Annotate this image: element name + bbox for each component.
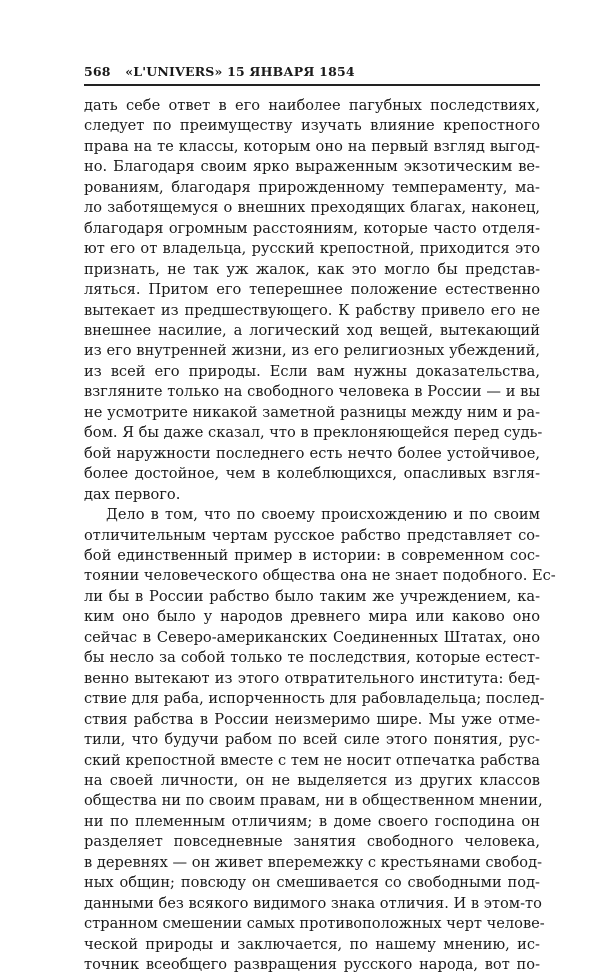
text-line: внешнее насилие, а логический ход вещей, вытекающий (84, 321, 540, 339)
text-line: ли бы в России рабство было таким же учреждением, ка- (84, 587, 540, 605)
text-line: ло заботящемуся о внешних преходящих благах, наконец, (84, 199, 540, 217)
text-line: венно вытекают из этого отвратительного института: бед- (84, 669, 540, 687)
text-line: отличительным чертам русское рабство представляет со- (84, 526, 540, 544)
page-body (84, 96, 556, 975)
text-line: странном смешении самых противоположных черт челове- (84, 915, 545, 933)
text-line: из его внутренней жизни, из его религиозных убеждений, (84, 342, 540, 360)
text-line: права на те классы, которым оно на первый взгляд выгод- (84, 137, 540, 155)
text-line: тоянии человеческого общества она не знает подобного. Ес- (84, 567, 556, 585)
text-line: дать себе ответ в его наиболее пагубных последствиях, (84, 97, 540, 114)
text-line: рованиям, благодаря прирожденному темпераменту, ма- (84, 178, 540, 196)
running-header (84, 64, 540, 79)
header-title: «L'UNIVERS» 15 ЯНВАРЯ 1854 (125, 64, 355, 79)
header-rule (84, 84, 540, 86)
text-line: более достойное, чем в колеблющихся, опасливых взгля- (84, 465, 540, 483)
text-line: бой наружности последнего есть нечто более устойчивое, (84, 444, 540, 462)
text-line: сейчас в Северо-американских Соединенных Штатах, оно (84, 628, 540, 646)
text-line: ют его от владельца, русский крепостной, приходится это (84, 240, 540, 258)
paragraph (84, 505, 556, 975)
text-line: ческой природы и заключается, по нашему мнению, ис- (84, 935, 540, 953)
text-line: из всей его природы. Если вам нужны доказательства, (84, 362, 540, 380)
text-line: бой единственный пример в истории: в современном сос- (84, 546, 540, 564)
text-line: дах первого. (84, 485, 181, 503)
text-line: общества ни по своим правам, ни в общественном мнении, (84, 792, 543, 810)
page-number: 568 (84, 64, 111, 79)
text-line: ляться. Притом его теперешнее положение естественно (84, 281, 540, 299)
text-line: ни по племенным отличиям; в доме своего господина он (84, 812, 540, 830)
text-line: разделяет повседневные занятия свободного человека, (84, 833, 540, 851)
text-line: но. Благодаря своим ярко выраженным экзотическим ве- (84, 158, 540, 176)
text-line: в деревнях — он живет вперемежку с крестьянами свобод- (84, 853, 543, 871)
text-line: ствие для раба, испорченность для рабовладельца; послед- (84, 690, 545, 708)
text-line: вытекает из предшествующего. К рабству привело его не (84, 301, 540, 319)
text-line: ных общин; повсюду он смешивается со свободными под- (84, 874, 540, 892)
text-line: данными без всякого видимого знака отличия. И в этом-то (84, 894, 542, 912)
text-line: признать, не так уж жалок, как это могло бы представ- (84, 260, 540, 278)
paragraph (84, 96, 543, 505)
text-line: следует по преимуществу изучать влияние крепостного (84, 117, 540, 135)
text-line: на своей личности, он не выделяется из других классов (84, 771, 540, 789)
text-line: взгляните только на свободного человека в России — и вы (84, 383, 540, 401)
text-line: бы несло за собой только те последствия, которые естест- (84, 649, 540, 667)
text-line: не усмотрите никакой заметной разницы между ним и ра- (84, 403, 540, 421)
text-line: точник всеобщего развращения русского народа, вот по- (84, 956, 540, 974)
text-line: ствия рабства в России неизмеримо шире. Мы уже отме- (84, 710, 540, 728)
text-line: Дело в том, что по своему происхождению и по своим (106, 506, 540, 524)
text-line: тили, что будучи рабом по всей силе этого понятия, рус- (84, 731, 540, 749)
text-line: ский крепостной вместе с тем не носит отпечатка рабства (84, 751, 540, 769)
text-line: благодаря огромным расстояниям, которые часто отделя- (84, 219, 540, 237)
text-line: бом. Я бы даже сказал, что в преклоняющейся перед судь- (84, 424, 543, 442)
text-line: ким оно было у народов древнего мира или каково оно (84, 608, 540, 626)
